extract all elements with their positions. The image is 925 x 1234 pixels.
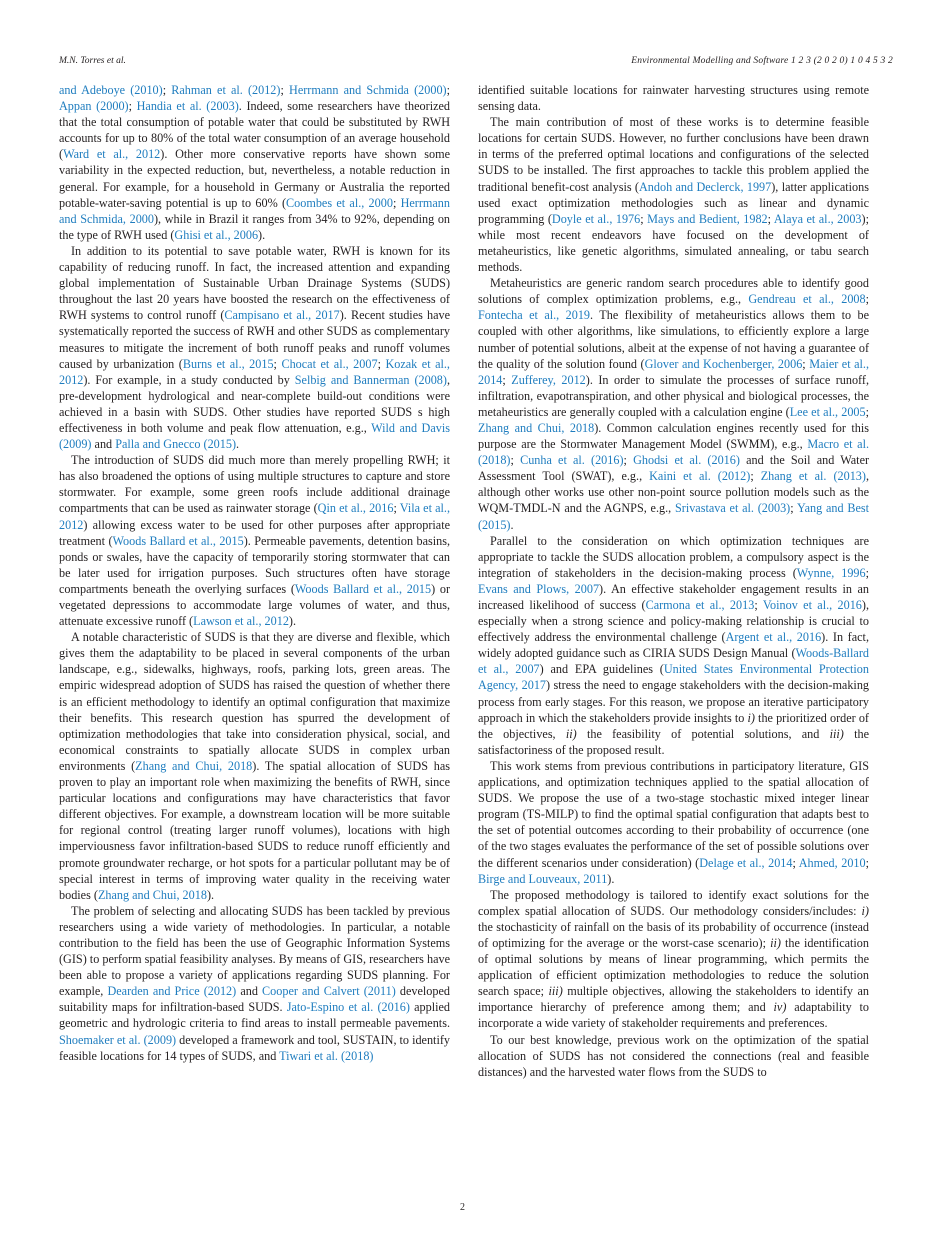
paragraph [478,1032,869,1080]
citation-link[interactable]: Zufferey, 2012 [511,372,586,387]
paragraph-text: ; [623,453,634,468]
paragraph-text: and the Soil and Water Assessment Tool (SWAT), e.g., [478,453,870,484]
citation-link[interactable]: Palla and Gnecco (2015) [115,437,237,452]
citation-link[interactable]: Zhang and Chui, 2018 [97,887,207,902]
citation-link[interactable]: Selbig and Bannerman (2008) [294,372,447,387]
paragraph-text: In addition to its potential to save potable water, RWH is known for its capability of reducing runoff. In fact, the increased attention and expanding global implementation of Sustainable Urban Drainage Systems (SUDS) throughout the last 20 years have boosted the research on the effectiveness of RWH systems to control runoff ( [59,243,450,323]
paragraph-text: adaptability to incorporate a wide variety of stakeholder requirements and preferences. [478,1000,870,1031]
citation-link[interactable]: Tiwari et al. (2018) [279,1048,374,1063]
paragraph [478,114,869,275]
paragraph-text: ; [750,469,761,484]
paragraph [59,903,450,1064]
citation-link[interactable]: Zhang and Chui, 2018 [478,420,595,435]
citation-link[interactable]: Andoh and Declerck, 1997 [639,179,772,194]
citation-link[interactable]: United States Environmental Protection Agency, 2017 [478,662,869,693]
paragraph-text: ). In order to simulate the processes of surface runoff, infiltration, evapotranspiration, and other physical and biological processes, the metaheuristics are generally coupled with a calculation engine ( [478,372,869,419]
citation-link[interactable]: Dearden and Price (2012) [107,984,237,999]
paragraph-text: developed suitability maps for infiltration-based SUDS. [59,984,450,1015]
paragraph-text: . [510,517,514,532]
paragraph-text: ) stress the need to engage stakeholders with the decision-making process from early stages. For this reason, we propose an iterative participatory approach in which the stakeholders provide insights to [478,678,870,725]
paragraph-text: ). [258,227,266,242]
paragraph-text: ; [273,356,282,371]
paragraph-text: ; [792,855,799,870]
citation-link[interactable]: Evans and Plows, 2007 [478,581,600,596]
paragraph-text: ; [392,195,401,210]
citation-link[interactable]: Mays and Bedient, 1982 [647,211,768,226]
citation-link[interactable]: Macro et al. (2018) [478,437,869,468]
paragraph-text: ; [280,83,290,97]
paragraph-text: ). An effective stakeholder engagement results in an increased likelihood of success ( [478,581,869,612]
citation-link[interactable]: Cooper and Calvert (2011) [262,984,396,999]
citation-link[interactable]: Delage et al., 2014 [699,855,793,870]
paragraph-text: . [236,437,240,452]
citation-link[interactable]: Handia et al. (2003) [136,99,239,114]
paragraph-text: ; [502,372,512,387]
paragraph-text: ; [754,598,763,612]
paragraph [478,82,869,114]
paragraph-text: the feasibility of potential solutions, and [576,726,830,741]
left-text-column [59,82,450,1064]
running-header-journal: Environmental Modelling and Software 1 2 3 (2 0 2 0) 1 0 4 5 3 2 [631,56,893,66]
paragraph-text: ). Recent studies have systematically reported the success of RWH and other SUDS as complementary measures to mitigate the increment of both runoff peaks and runoff volumes caused by urbanization ( [59,308,450,371]
citation-link[interactable]: Ahmed, 2010 [798,855,866,870]
paragraph-text: . Indeed, some researchers have theorized that the total consumption of potable water that could be substituted by RWH accounts for up to 80% of the total water consumption of an average household ( [59,99,451,162]
citation-link[interactable]: Lee et al., 2005 [789,404,866,419]
paragraph-text: ) and EPA guidelines ( [539,662,664,677]
page-number: 2 [460,1202,465,1213]
paragraph [478,533,869,758]
paragraph-text: ; [790,501,797,516]
paragraph-text: ), while in Brazil it ranges from 34% to 92%, depending on the type of RWH used ( [59,211,451,242]
citation-link[interactable]: Woods Ballard et al., 2015 [294,581,432,596]
paragraph [478,758,869,887]
citation-link[interactable]: Lawson et al., 2012 [193,614,289,629]
paragraph-text: ), especially when a strong science and policy-making relationship is crucial to effectively address the environmental challenge ( [478,598,870,645]
paragraph-text: ). The spatial allocation of SUDS has proven to play an important role when maximizing the benefits of RWH, since particular locations and configurations may have characteristics that favor different objectives. For example, a downstream location will be more suitable for regional control (treating larger runoff volumes), locations with high imperviousness favor infiltration-based SUDS to reduce runoff efficiently and promote groundwater recharge, or hot spots for a particular pollutant may be of special interest in terms of improving water quality in the receiving water bodies ( [59,758,451,902]
paragraph-text: , pre-development hydrological and near-complete build-out conditions were achieved in a basin with SUDS. Other studies have reported SUDS s high effectiveness in both volume and peak flow attenuation, e.g., [59,372,450,435]
citation-link[interactable]: Campisano et al., 2017 [224,308,340,323]
citation-link[interactable]: Ghodsi et al. (2016) [633,453,740,468]
citation-link[interactable]: Herrmann and Schmida, 2000 [59,195,450,226]
paragraph [59,243,450,452]
citation-link[interactable]: Shoemaker et al. (2009) [59,1032,177,1047]
citation-link[interactable]: Yang and Best (2015) [478,501,869,532]
paragraph-text: ; [377,356,386,371]
citation-link[interactable]: Fontecha et al., 2019 [478,308,591,323]
paragraph-text: ; [162,83,172,97]
paragraph-text: ). Common calculation engines recently used for this purpose are the Stormwater Management Model (SWMM), e.g., [478,420,870,452]
citation-link[interactable]: Maier et al., 2014 [478,356,869,387]
paragraph-text: ). [288,614,297,629]
paragraph-text: ). For example, in a study conducted by [83,372,295,387]
paragraph [59,82,450,243]
citation-link[interactable]: Appan (2000) [59,99,129,114]
paragraph-text: ), latter applications used exact optimization methodologies such as linear and dynamic programming ( [478,179,869,226]
citation-link[interactable]: Zhang et al. (2013) [760,469,866,484]
running-header-authors: M.N. Torres et al. [59,56,126,66]
citation-link[interactable]: Cunha et al. (2016) [520,453,624,468]
paragraph-text: ; [128,99,137,114]
list-marker: ii) [770,935,781,950]
paragraph-text: and [236,984,263,999]
paragraph-text: ; [865,404,869,419]
paragraph [59,629,450,903]
paragraph-text: This work stems from previous contributions in participatory literature, GIS applications, and optimization techniques applied to the spatial allocation of SUDS. We propose the use of a two-stage stochastic mixed integer linear program (TS-MILP) to find the optimal spatial configuration that adapts best to the set of potential outcomes according to their probability of occurrence (one of the two stages evaluates the performance of the set of possible solutions over the different scenarios under consideration) ( [478,758,869,870]
citation-link[interactable]: Birge and Louveaux, 2011 [478,871,608,886]
citation-link[interactable]: Gendreau et al., 2008 [748,292,866,307]
paragraph-text: ) or vegetated depressions to accommodate large volumes of water, and thus, attenuate excessive runoff ( [59,581,450,629]
citation-link[interactable]: Jato-Espino et al. (2016) [286,1000,410,1015]
list-marker: iii) [548,984,563,999]
paragraph-text: The introduction of SUDS did much more than merely propelling RWH; it has also broadened the options of using multiple structures to capture and store stormwater. For example, some green roofs include additional drainage compartments that can be used as rainwater storage ( [59,453,450,516]
citation-link[interactable]: Voinov et al., 2016 [762,598,862,612]
paragraph-text: ). Other more conservative reports have shown some variability in the expected reduction, but, nevertheless, a notable reduction in general. For example, for a household in Germany or Australia the reported potable-water-saving potential is up to 60% ( [59,147,450,210]
paragraph [478,887,869,1032]
paragraph-text: ; [865,855,869,870]
paragraph-text: ) allowing excess water to be used for other purposes after appropriate treatment ( [59,517,450,548]
citation-link[interactable]: Wynne, 1996 [796,565,866,580]
citation-link[interactable]: Argent et al., 2016 [725,630,822,645]
paragraph-text: developed a framework and tool, SUSTAIN, to identify feasible locations for 14 types of SUDS, and [59,1032,450,1063]
citation-link[interactable]: Woods-Ballard et al., 2007 [478,646,869,677]
paragraph-text: applied geometric and hydrologic criteria to find areas to install permeable pavements. [59,1000,450,1031]
citation-link[interactable]: Coombes et al., 2000 [286,195,393,210]
citation-link[interactable]: Alaya et al., 2003 [773,211,862,226]
paragraph-text: ; [640,211,648,226]
paragraph-text: ); while most recent endeavors have focused on the development of metaheuristics, like genetic algorithms, simulated annealing, or tabu search methods. [478,211,869,275]
paragraph-text: the identification of optimal solutions by means of linear programming, which permits the application of efficient optimization methodologies to reduce the solution search space; [478,935,869,999]
paragraph-text: The problem of selecting and allocating SUDS has been tackled by previous researchers using a wide variety of methodologies. In particular, a notable contribution to the field has been the use of Geographic Information Systems (GIS) to perform spatial feasibility analyses. By means of GIS, researchers have been able to propose a variety of applications regarding SUDS planning. For example, [59,903,450,999]
paragraph-text: ; [767,211,774,226]
paragraph-text: , although other works use other non-point source pollution models such as the WQM-TMDL-N and the AGNPS, e.g., [478,469,869,516]
paragraph-text: ; [510,453,521,468]
citation-link[interactable]: Rahman et al. (2012) [171,83,281,97]
paragraph-text: ). [607,871,615,886]
paragraph-text: ; [865,565,869,580]
citation-link[interactable]: Carmona et al., 2013 [645,598,755,612]
list-marker: i) [747,710,755,725]
paragraph-text: ). In fact, widely adopted guidance such as CIRIA SUDS Design Manual ( [478,630,869,661]
paragraph-text: . The flexibility of metaheuristics allows them to be coupled with other algorithms, like simulations, to efficiently explore a large number of potential solutions, albeit at the expense of not having a guarantee of the quality of the solution found ( [478,308,870,371]
citation-link[interactable]: and Adeboye (2010) [59,83,163,97]
citation-link[interactable]: Chocat et al., 2007 [281,356,378,371]
citation-link[interactable]: Kozak et al., 2012 [59,356,450,387]
citation-link[interactable]: Herrmann and Schmida (2000) [289,83,447,97]
paragraph [59,452,450,629]
paragraph-text: The main contribution of most of these works is to determine feasible locations for certain SUDS. However, no further conclusions have been drawn in terms of the preferred optimal locations and configurations of the selected SUDS to be installed. The first approaches to tackle this problem applied the traditional benefit-cost analysis ( [478,115,869,194]
list-marker: iv) [773,1000,787,1015]
paragraph-text: identified suitable locations for rainwater harvesting structures using remote sensing data. [478,83,869,114]
right-text-column [478,82,869,1080]
paragraph-text: ). [206,887,215,902]
citation-link[interactable]: Zhang and Chui, 2018 [135,758,253,773]
paragraph-text: ). Permeable pavements, detention basins, ponds or swales, have the capacity of temporarily storing stormwater that can be later used for irrigation purposes. Such structures often have storage compartments beneath the overlying surfaces ( [59,533,451,596]
paragraph-text: ; [865,292,869,307]
paragraph-text: Metaheuristics are generic random search procedures able to identify good solutions of complex optimization problems, e.g., [478,276,869,307]
citation-link[interactable]: Glover and Kochenberger, 2006 [644,356,803,371]
paragraph-text: the satisfactoriness of the proposed result. [478,726,869,757]
paragraph [478,275,869,533]
citation-link[interactable]: Woods Ballard et al., 2015 [112,533,244,548]
paragraph-text: ; [393,501,400,516]
citation-link[interactable]: Wild and Davis (2009) [59,420,450,452]
paragraph-text: the prioritized order of the objectives, [478,710,869,741]
paragraph-text: ; [802,356,810,371]
citation-link[interactable]: Vila et al., 2012 [59,501,450,532]
list-marker: i) [861,903,869,918]
paragraph-text: To our best knowledge, previous work on the optimization of the spatial allocation of SUDS has not considered the connections (real and feasible distances) and the harvested water flows from the SUDS to [478,1032,869,1079]
citation-link[interactable]: Burns et al., 2015 [182,356,274,371]
citation-link[interactable]: Srivastava et al. (2003) [674,501,791,516]
paragraph-text: ; [446,83,451,97]
paragraph-text: The proposed methodology is tailored to identify exact solutions for the complex spatial allocation of SUDS. Our methodology considers/includes: [478,887,869,918]
paragraph-text: the stochasticity of rainfall on the basis of its probability of occurrence (instead of optimizing for the average or the worst-case scenario); [478,919,869,950]
paragraph-text: Parallel to the consideration on which optimization techniques are appropriate to tackle the SUDS allocation problem, a compulsory aspect is the integration of stakeholders in the decision-making process ( [478,533,869,580]
list-marker: ii) [565,726,577,741]
citation-link[interactable]: Qin et al., 2016 [317,501,394,516]
citation-link[interactable]: Ward et al., 2012 [63,147,161,162]
citation-link[interactable]: Kaini et al. (2012) [649,469,751,484]
citation-link[interactable]: Doyle et al., 1976 [551,211,641,226]
paragraph-text: and [91,437,116,452]
paragraph-text: A notable characteristic of SUDS is that they are diverse and flexible, which gives them the adaptability to be placed in several components of the urban landscape, e.g., sidewalks, highways, roofs, parking lots, green areas. The empiric widespread adoption of SUDS has raised the question of whether there is an efficient methodology to identify an optimal configuration that maximize their benefits. This research question has spurred the development of optimization methodologies that take into consideration physical, social, and economical constraints to spatially allocate SUDS in complex urban environments ( [59,630,450,773]
list-marker: iii) [829,726,844,741]
paragraph-text: multiple objectives, allowing the stakeholders to identify an importance hierarchy of preference among them; and [478,984,869,1015]
citation-link[interactable]: Ghisi et al., 2006 [174,227,259,242]
